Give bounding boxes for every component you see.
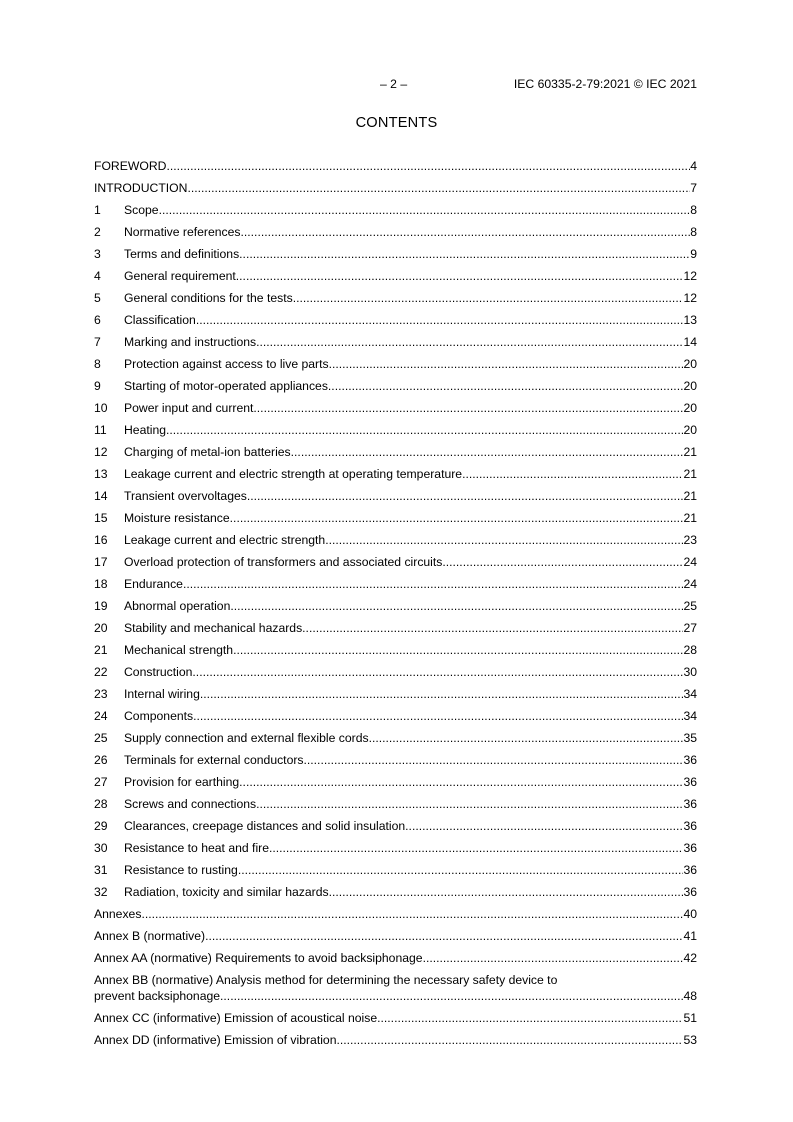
- toc-entry-page: 34: [683, 709, 697, 723]
- toc-entry-label: Annexes: [94, 907, 142, 921]
- toc-entry-page: 21: [683, 489, 697, 503]
- toc-entry-page: 28: [683, 643, 697, 657]
- toc-dot-leader: [304, 753, 684, 768]
- toc-entry[interactable]: [94, 948, 697, 970]
- toc-dot-leader: [369, 731, 684, 746]
- toc-entry[interactable]: [94, 882, 697, 904]
- toc-entry[interactable]: [94, 156, 697, 178]
- toc-entry-label: Annex B (normative): [94, 929, 206, 943]
- toc-entry-label: General requirement: [124, 269, 236, 283]
- toc-entry-page: 51: [683, 1011, 697, 1025]
- toc-dot-leader: [325, 533, 683, 548]
- page-number: – 2 –: [380, 77, 408, 91]
- toc-dot-leader: [187, 181, 690, 196]
- toc-entry-page: 8: [690, 225, 697, 239]
- toc-entry[interactable]: [94, 706, 697, 728]
- toc-entry-number: 23: [94, 687, 108, 701]
- toc-dot-leader: [241, 225, 691, 240]
- toc-entry-number: 18: [94, 577, 108, 591]
- toc-dot-leader: [329, 885, 684, 900]
- toc-entry-page: 36: [683, 841, 697, 855]
- toc-entry[interactable]: [94, 310, 697, 332]
- toc-entry[interactable]: [94, 684, 697, 706]
- toc-entry-label: Moisture resistance: [124, 511, 230, 525]
- toc-entry-number: 16: [94, 533, 108, 547]
- toc-entry-number: 5: [94, 291, 101, 305]
- toc-entry-label: Screws and connections: [124, 797, 257, 811]
- toc-dot-leader: [405, 819, 683, 834]
- toc-entry[interactable]: [94, 552, 697, 574]
- toc-dot-leader: [238, 863, 684, 878]
- toc-entry[interactable]: [94, 332, 697, 354]
- toc-entry-label: Supply connection and external flexible cords: [124, 731, 369, 745]
- toc-entry[interactable]: [94, 662, 697, 684]
- toc-dot-leader: [239, 775, 683, 790]
- toc-entry-page: 35: [683, 731, 697, 745]
- toc-entry-number: 12: [94, 445, 108, 459]
- toc-entry[interactable]: [94, 838, 697, 860]
- toc-entry-number: 21: [94, 643, 108, 657]
- toc-entry[interactable]: [94, 1008, 697, 1030]
- toc-entry-label: Components: [124, 709, 194, 723]
- toc-entry-label: Annex AA (normative) Requirements to avoid backsiphonage: [94, 951, 423, 965]
- toc-entry[interactable]: [94, 354, 697, 376]
- toc-entry-page: 36: [683, 753, 697, 767]
- toc-entry-label: Transient overvoltages: [124, 489, 247, 503]
- toc-entry-page: 42: [683, 951, 697, 965]
- toc-entry-number: 20: [94, 621, 108, 635]
- toc-entry-label: Clearances, creepage distances and solid insulation: [124, 819, 406, 833]
- toc-entry[interactable]: [94, 200, 697, 222]
- toc-entry-label: Radiation, toxicity and similar hazards: [124, 885, 329, 899]
- toc-entry[interactable]: [94, 904, 697, 926]
- toc-entry[interactable]: [94, 970, 697, 1008]
- toc-entry-page: 41: [683, 929, 697, 943]
- toc-entry-number: 25: [94, 731, 108, 745]
- toc-entry-page: 40: [683, 907, 697, 921]
- toc-entry-label: Annex CC (informative) Emission of acoustical noise: [94, 1011, 378, 1025]
- toc-entry-label: Resistance to heat and fire: [124, 841, 269, 855]
- toc-entry[interactable]: [94, 750, 697, 772]
- toc-entry-page: 14: [683, 335, 697, 349]
- toc-entry[interactable]: [94, 442, 697, 464]
- toc-entry-page: 20: [683, 401, 697, 415]
- toc-entry-page: 48: [683, 989, 697, 1003]
- toc-entry-label: General conditions for the tests: [124, 291, 293, 305]
- toc-entry-page: 21: [683, 511, 697, 525]
- toc-entry-label: Endurance: [124, 577, 183, 591]
- toc-entry[interactable]: [94, 420, 697, 442]
- toc-dot-leader: [239, 247, 690, 262]
- toc-entry-page: 20: [683, 357, 697, 371]
- table-of-contents: [94, 156, 697, 1052]
- toc-dot-leader: [192, 665, 683, 680]
- toc-entry-number: 4: [94, 269, 101, 283]
- toc-dot-leader: [141, 907, 683, 922]
- toc-entry-number: 8: [94, 357, 101, 371]
- toc-dot-leader: [166, 423, 683, 438]
- toc-entry-label: Classification: [124, 313, 196, 327]
- toc-entry-number: 6: [94, 313, 101, 327]
- toc-dot-leader: [230, 511, 684, 526]
- toc-entry-label: Leakage current and electric strength: [124, 533, 326, 547]
- toc-entry-label: Power input and current: [124, 401, 254, 415]
- toc-dot-leader: [159, 203, 691, 218]
- toc-entry-label: Starting of motor-operated appliances: [124, 379, 328, 393]
- toc-entry-number: 26: [94, 753, 108, 767]
- toc-dot-leader: [183, 577, 683, 592]
- toc-entry-page: 9: [690, 247, 697, 261]
- toc-entry-label: Heating: [124, 423, 167, 437]
- toc-entry-label: Protection against access to live parts: [124, 357, 329, 371]
- toc-dot-leader: [196, 313, 684, 328]
- toc-dot-leader: [423, 951, 684, 966]
- toc-entry[interactable]: [94, 288, 697, 310]
- page-title: CONTENTS: [355, 115, 438, 131]
- toc-entry-page: 36: [683, 863, 697, 877]
- toc-entry[interactable]: [94, 860, 697, 882]
- toc-entry-label: Construction: [124, 665, 193, 679]
- toc-dot-leader: [205, 929, 683, 944]
- toc-entry-page: 21: [683, 445, 697, 459]
- toc-dot-leader: [253, 401, 683, 416]
- toc-entry-number: 9: [94, 379, 101, 393]
- toc-entry-number: 7: [94, 335, 101, 349]
- toc-entry[interactable]: [94, 244, 697, 266]
- toc-entry-page: 21: [683, 467, 697, 481]
- toc-entry[interactable]: [94, 398, 697, 420]
- toc-entry-number: 19: [94, 599, 108, 613]
- toc-entry-label: Marking and instructions: [124, 335, 257, 349]
- toc-dot-leader: [329, 357, 684, 372]
- toc-entry-page: 13: [683, 313, 697, 327]
- toc-entry-number: 14: [94, 489, 108, 503]
- toc-dot-leader: [236, 269, 684, 284]
- toc-dot-leader: [462, 467, 683, 482]
- toc-dot-leader: [302, 621, 683, 636]
- toc-entry-page: 23: [683, 533, 697, 547]
- toc-entry-label: Normative references: [124, 225, 241, 239]
- toc-entry-label: Scope: [124, 203, 159, 217]
- toc-entry-label: Charging of metal-ion batteries: [124, 445, 291, 459]
- toc-entry-label: INTRODUCTION: [94, 181, 188, 195]
- toc-entry-page: 27: [683, 621, 697, 635]
- toc-entry-number: 2: [94, 225, 101, 239]
- toc-entry[interactable]: [94, 178, 697, 200]
- toc-dot-leader: [442, 555, 683, 570]
- toc-entry-label: Stability and mechanical hazards: [124, 621, 303, 635]
- toc-entry-page: 24: [683, 555, 697, 569]
- document-reference: IEC 60335-2-79:2021 © IEC 2021: [513, 77, 697, 91]
- toc-entry-number: 10: [94, 401, 108, 415]
- toc-entry-label: Internal wiring: [124, 687, 200, 701]
- toc-entry-page: 25: [683, 599, 697, 613]
- toc-entry-number: 22: [94, 665, 108, 679]
- toc-entry-label: Provision for earthing: [124, 775, 240, 789]
- toc-entry-page: 20: [683, 423, 697, 437]
- toc-entry-label: FOREWORD: [94, 159, 167, 173]
- toc-entry-page: 36: [683, 819, 697, 833]
- toc-entry-page: 36: [683, 775, 697, 789]
- toc-entry[interactable]: [94, 508, 697, 530]
- toc-entry[interactable]: [94, 574, 697, 596]
- toc-entry-page: 36: [683, 885, 697, 899]
- toc-dot-leader: [256, 797, 683, 812]
- toc-entry[interactable]: [94, 464, 697, 486]
- toc-dot-leader: [256, 335, 683, 350]
- toc-entry-label: Terminals for external conductors: [124, 753, 304, 767]
- toc-entry[interactable]: [94, 816, 697, 838]
- toc-entry-number: 11: [94, 423, 107, 437]
- toc-entry-number: 27: [94, 775, 108, 789]
- toc-entry[interactable]: [94, 794, 697, 816]
- toc-entry-label: Annex BB (normative) Analysis method for determining the necessary safety device to: [94, 973, 558, 987]
- toc-entry[interactable]: [94, 728, 697, 750]
- toc-entry-number: 1: [94, 203, 101, 217]
- toc-entry-number: 15: [94, 511, 108, 525]
- toc-entry-page: 7: [690, 181, 697, 195]
- toc-entry-page: 12: [683, 291, 697, 305]
- toc-entry[interactable]: [94, 530, 697, 552]
- toc-entry-page: 34: [683, 687, 697, 701]
- toc-entry[interactable]: [94, 596, 697, 618]
- toc-dot-leader: [247, 489, 684, 504]
- toc-entry-number: 29: [94, 819, 108, 833]
- toc-entry[interactable]: [94, 222, 697, 244]
- toc-entry-page: 12: [683, 269, 697, 283]
- toc-entry-label: Abnormal operation: [124, 599, 231, 613]
- toc-entry[interactable]: [94, 618, 697, 640]
- toc-entry-number: 31: [94, 863, 108, 877]
- toc-entry-page: 8: [690, 203, 697, 217]
- toc-entry-label: Mechanical strength: [124, 643, 234, 657]
- toc-entry-page: 30: [683, 665, 697, 679]
- toc-entry-number: 3: [94, 247, 101, 261]
- toc-entry[interactable]: [94, 266, 697, 288]
- toc-entry[interactable]: [94, 376, 697, 398]
- toc-entry-number: 24: [94, 709, 108, 723]
- toc-dot-leader: [291, 445, 684, 460]
- toc-entry-number: 30: [94, 841, 108, 855]
- toc-dot-leader: [269, 841, 683, 856]
- toc-entry-number: 32: [94, 885, 108, 899]
- toc-entry[interactable]: [94, 772, 697, 794]
- toc-entry-label-continued: prevent backsiphonage: [94, 989, 221, 1003]
- toc-entry-page: 24: [683, 577, 697, 591]
- toc-dot-leader: [336, 1033, 683, 1048]
- toc-entry-number: 28: [94, 797, 108, 811]
- toc-entry[interactable]: [94, 1030, 697, 1052]
- toc-dot-leader: [166, 159, 690, 174]
- toc-dot-leader: [220, 989, 683, 1004]
- toc-entry-label: Terms and definitions: [124, 247, 240, 261]
- toc-dot-leader: [328, 379, 684, 394]
- toc-entry-label: Annex DD (informative) Emission of vibration: [94, 1033, 337, 1047]
- toc-entry[interactable]: [94, 640, 697, 662]
- toc-dot-leader: [293, 291, 684, 306]
- toc-dot-leader: [230, 599, 683, 614]
- toc-dot-leader: [377, 1011, 683, 1026]
- toc-entry-page: 20: [683, 379, 697, 393]
- toc-entry-label: Overload protection of transformers and associated circuits: [124, 555, 443, 569]
- toc-entry[interactable]: [94, 926, 697, 948]
- toc-dot-leader: [193, 709, 683, 724]
- toc-entry-page: 53: [683, 1033, 697, 1047]
- toc-entry-number: 17: [94, 555, 108, 569]
- toc-dot-leader: [200, 687, 684, 702]
- toc-entry-page: 36: [683, 797, 697, 811]
- toc-entry-label: Leakage current and electric strength at operating temperature: [124, 467, 463, 481]
- toc-entry-page: 4: [690, 159, 697, 173]
- toc-entry-label: Resistance to rusting: [124, 863, 238, 877]
- toc-entry[interactable]: [94, 486, 697, 508]
- toc-dot-leader: [233, 643, 683, 658]
- toc-entry-number: 13: [94, 467, 108, 481]
- page-header: [0, 77, 793, 93]
